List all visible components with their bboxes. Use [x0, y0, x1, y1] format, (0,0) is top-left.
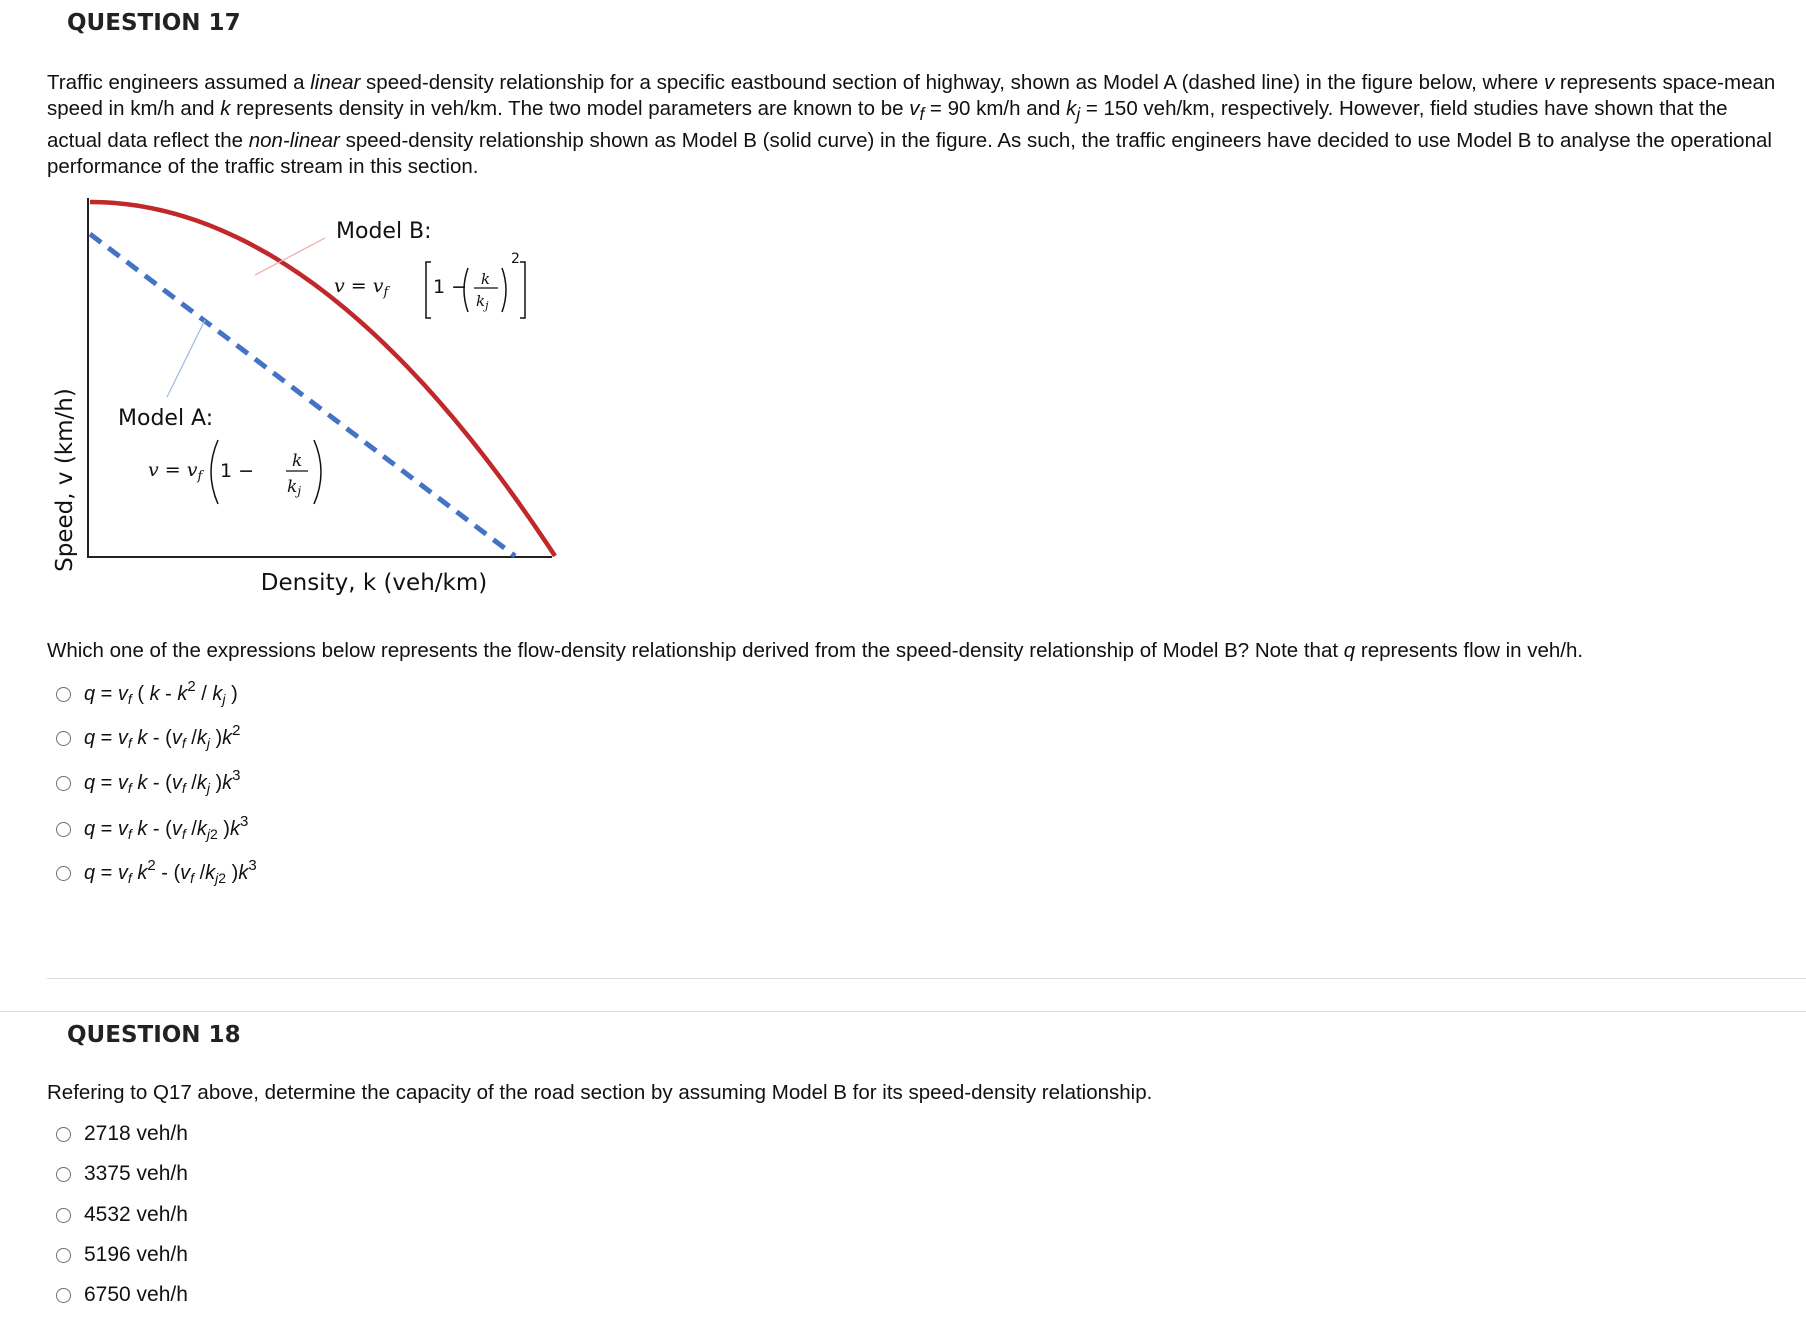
text-segment: k [222, 772, 233, 794]
text-segment: v [117, 772, 128, 794]
q17-option-1[interactable] [56, 678, 238, 707]
text-segment: k [238, 862, 249, 884]
text-segment: q [1343, 639, 1356, 662]
text-segment: k [196, 772, 207, 794]
text-segment: v [117, 818, 128, 840]
text-segment: / [185, 818, 197, 840]
text-segment: v [171, 818, 182, 840]
text-segment: = 150 veh/km, respectively. However, field studies have shown that the actual data reflect the [47, 97, 1728, 153]
text-segment: k [229, 818, 240, 840]
text-segment: - ( [147, 727, 172, 749]
text-segment: 2 [209, 826, 218, 842]
text-segment: speed-density relationship shown as Model B (solid curve) in the figure. As such, the traffic engineers have decided to use Model B to analyse the operational performance of the traffic stream in this section. [47, 129, 1772, 179]
q18-option-1[interactable] [56, 1122, 188, 1146]
radio-button[interactable] [56, 1167, 71, 1182]
text-segment: Which one of the expressions below represents the flow-density relationship derived from the speed-density relationship of Model B? Note that [47, 639, 1344, 662]
text-segment: j [215, 870, 219, 886]
text-segment: represents density in veh/km. The two model parameters are known to be [230, 97, 910, 120]
model-b-label: Model B: [336, 219, 432, 244]
svg-text:v = vf: $v = v_f$ [148, 459, 203, 484]
text-segment: f [181, 780, 186, 796]
text-segment: 2 [147, 857, 156, 874]
text-segment: = [95, 727, 118, 749]
text-segment: Traffic engineers assumed a [47, 71, 311, 94]
text-segment: = [95, 683, 118, 705]
radio-button[interactable] [56, 866, 71, 881]
text-segment: q [84, 727, 96, 749]
text-segment: k [177, 683, 188, 705]
q17-option-4[interactable] [56, 813, 249, 842]
option-expression [84, 857, 257, 886]
text-segment: = 90 km/h and [924, 97, 1067, 120]
text-segment: q [84, 818, 96, 840]
option-label: 5196 veh/h [84, 1243, 188, 1266]
speed-density-figure [40, 190, 600, 610]
text-segment: f [127, 870, 132, 886]
text-segment: 2 [218, 870, 227, 886]
text-segment: v [171, 772, 182, 794]
text-segment: non-linear [248, 129, 340, 153]
model-a-label: Model A: [118, 406, 214, 431]
text-segment: f [181, 735, 186, 751]
radio-button[interactable] [56, 1248, 71, 1263]
question-17-prompt [47, 638, 1787, 664]
radio-button[interactable] [56, 687, 71, 702]
text-segment: - [159, 683, 178, 705]
text-segment: / [185, 727, 197, 749]
option-expression [84, 722, 241, 751]
text-segment: ) [209, 727, 223, 749]
text-segment: f [127, 780, 132, 796]
text-segment: k [149, 683, 160, 705]
text-segment: = [95, 772, 118, 794]
q17-option-5[interactable] [56, 857, 257, 886]
divider-full [0, 1011, 1806, 1012]
text-segment: j [206, 826, 210, 842]
text-segment: k [137, 862, 148, 884]
text-segment: k [137, 818, 148, 840]
text-segment: ) [226, 862, 239, 884]
text-segment: v [909, 97, 920, 120]
model-a-formula [148, 440, 321, 504]
text-segment: / [194, 862, 206, 884]
text-segment: f [919, 105, 925, 125]
y-axis-label: Speed, v (km/h) [52, 388, 78, 572]
radio-button[interactable] [56, 776, 71, 791]
text-segment: - ( [155, 862, 181, 884]
radio-button[interactable] [56, 1208, 71, 1223]
text-segment: = [95, 862, 118, 884]
text-segment: q [84, 862, 96, 884]
divider-short [47, 978, 1806, 979]
text-segment: 3 [232, 767, 241, 784]
text-segment: 3 [239, 813, 249, 830]
text-segment: linear [310, 71, 361, 94]
text-segment: k [137, 727, 148, 749]
text-segment: 2 [232, 722, 241, 739]
text-segment: k [196, 727, 207, 749]
svg-text:2: 2 [511, 251, 520, 267]
model-b-formula [334, 251, 525, 318]
radio-button[interactable] [56, 731, 71, 746]
text-segment: f [190, 870, 195, 886]
text-segment: j [206, 735, 210, 751]
option-label: 4532 veh/h [84, 1203, 188, 1226]
question-17-title: QUESTION 17 [67, 10, 241, 36]
text-segment: k [220, 97, 231, 120]
radio-button[interactable] [56, 822, 71, 837]
text-segment: / [195, 683, 213, 705]
option-label: 2718 veh/h [84, 1122, 188, 1145]
text-segment: ( [131, 683, 150, 705]
text-segment: = [95, 818, 118, 840]
text-segment: represents flow in veh/h. [1355, 639, 1584, 662]
svg-text:v = vf: $v = v_f$ [334, 275, 389, 300]
svg-text:1 −: 1 − [433, 276, 468, 298]
model-a-leader-line [167, 320, 205, 397]
svg-text:k: k [481, 270, 491, 288]
q18-option-5[interactable] [56, 1283, 188, 1307]
text-segment: - ( [147, 772, 172, 794]
text-segment: v [117, 862, 128, 884]
text-segment: 3 [248, 857, 257, 874]
radio-button[interactable] [56, 1127, 71, 1142]
text-segment: k [196, 818, 207, 840]
text-segment: k [222, 727, 233, 749]
text-segment: / [185, 772, 197, 794]
text-segment: ) [225, 683, 238, 705]
text-segment: k [205, 862, 216, 884]
text-segment: v [1543, 71, 1555, 94]
svg-text:kj: $k_j$ [476, 292, 489, 312]
text-segment: f [127, 735, 132, 751]
text-segment: ) [209, 772, 223, 794]
q17-option-3[interactable] [56, 767, 241, 796]
svg-text:1 −: 1 − [220, 460, 255, 482]
text-segment: v [117, 727, 128, 749]
model-b-curve [90, 202, 555, 556]
text-segment: f [127, 826, 132, 842]
text-segment: q [84, 772, 96, 794]
svg-text:k: k [292, 451, 303, 471]
text-segment: q [84, 683, 96, 705]
text-segment: k [1066, 97, 1077, 120]
q17-option-2[interactable] [56, 722, 241, 751]
question-18-title: QUESTION 18 [67, 1022, 241, 1048]
text-segment: v [117, 683, 128, 705]
question-17-stem [47, 70, 1787, 180]
question-18-stem: Refering to Q17 above, determine the capacity of the road section by assuming Model B for its speed-density relationship. [47, 1081, 1153, 1104]
text-segment: j [206, 780, 210, 796]
text-segment: k [137, 772, 148, 794]
text-segment: j [222, 691, 226, 707]
text-segment: j [1076, 105, 1081, 125]
text-segment: f [181, 826, 186, 842]
q18-option-2[interactable] [56, 1162, 188, 1186]
text-segment: ) [217, 818, 230, 840]
option-expression [84, 767, 241, 796]
option-expression [84, 678, 238, 707]
text-segment: - ( [147, 818, 172, 840]
text-segment: f [127, 691, 132, 707]
x-axis-label: Density, k (veh/km) [260, 570, 488, 596]
text-segment: k [212, 683, 223, 705]
text-segment: v [171, 727, 182, 749]
q18-option-3[interactable] [56, 1203, 188, 1227]
text-segment: speed-density relationship for a specific eastbound section of highway, shown as Model A (dashed line) in the figure below, where [360, 71, 1544, 94]
text-segment: represents space-mean speed in km/h and [47, 71, 1776, 120]
radio-button[interactable] [56, 1288, 71, 1303]
q18-option-4[interactable] [56, 1243, 188, 1267]
text-segment: v [180, 862, 191, 884]
text-segment: 2 [187, 678, 196, 695]
svg-text:kj: kj [287, 477, 302, 498]
option-label: 3375 veh/h [84, 1162, 188, 1185]
option-label: 6750 veh/h [84, 1283, 188, 1306]
option-expression [84, 813, 249, 842]
